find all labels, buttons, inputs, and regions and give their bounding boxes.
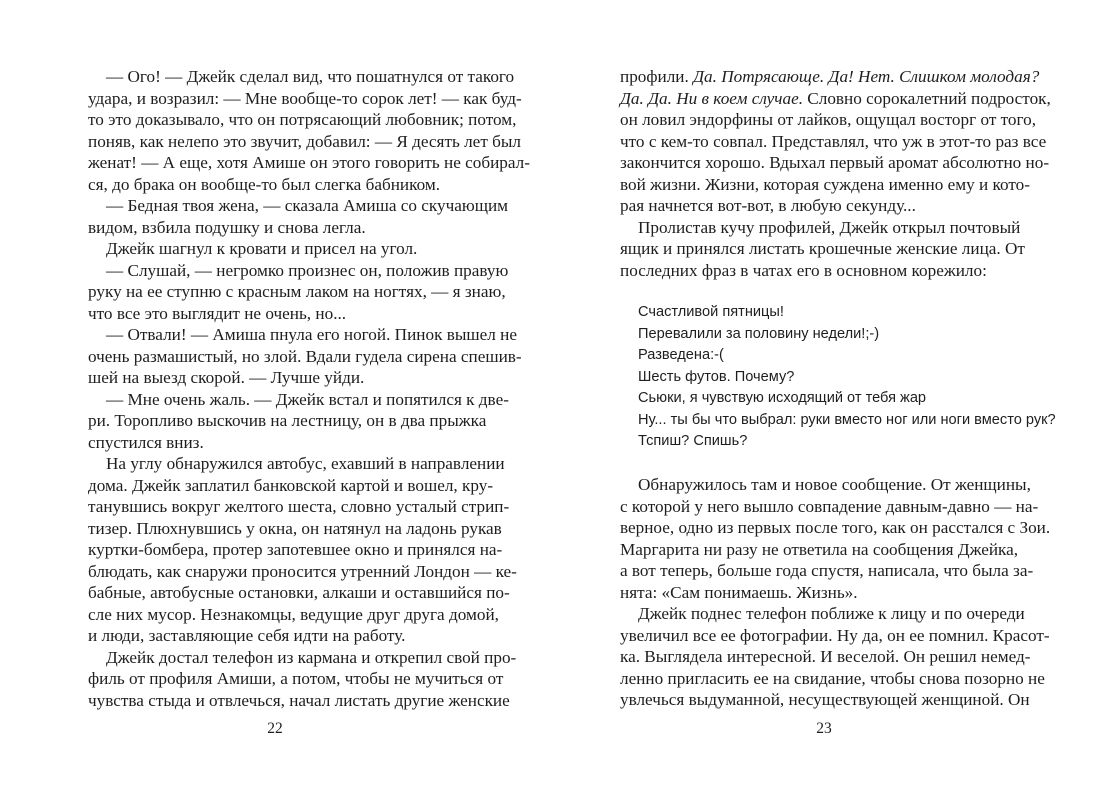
text-line: женат! — А еще, хотя Амише он этого говорить не собирал- xyxy=(88,153,530,172)
text-line: ящик и принялся листать крошечные женские лица. От xyxy=(620,239,1025,258)
chat-message: Тспиш? Спишь? xyxy=(638,433,748,449)
text-line: Джейк шагнул к кровати и присел на угол. xyxy=(106,239,418,258)
text-line xyxy=(620,66,1040,88)
text-line: ка. Выглядела интересной. И веселой. Он решил немед- xyxy=(620,647,1031,666)
chat-message: Сьюки, я чувствую исходящий от тебя жар xyxy=(638,390,927,406)
text-line: Пролистав кучу профилей, Джейк открыл почтовый xyxy=(638,217,1021,237)
text-line: спустился вниз. xyxy=(88,432,204,452)
chat-message: Разведена:-( xyxy=(638,347,724,363)
text-line: он ловил эндорфины от лайков, ощущал восторг от того, xyxy=(620,110,1037,129)
text-line: танувшись вокруг желтого шеста, словно усталый стрип- xyxy=(88,497,510,516)
text-line: Маргарита ни разу не ответила на сообщения Джейка, xyxy=(620,539,1019,559)
text-line: — Мне очень жаль. — Джейк встал и попятился к две- xyxy=(106,389,509,409)
text-line: что все это выглядит не очень, но... xyxy=(88,303,347,323)
text-line: сле них мусор. Незнакомцы, ведущие друг друга домой, xyxy=(88,604,499,624)
text-line: На углу обнаружился автобус, ехавший в направлении xyxy=(106,454,505,473)
text-run: Словно сорокалетний подросток, xyxy=(803,88,1051,108)
text-line: увеличил все ее фотографии. Ну да, он ее помнил. Красот- xyxy=(620,625,1050,645)
text-line: куртки-бомбера, протер запотевшее окно и принялся на- xyxy=(88,540,503,559)
text-line: шей на выезд скорой. — Лучше уйди. xyxy=(88,368,365,387)
text-line: Джейк достал телефон из кармана и открепил свой про- xyxy=(106,647,517,667)
page-number: 22 xyxy=(267,720,283,737)
text-line: видом, взбила подушку и снова легла. xyxy=(88,217,366,237)
text-line: с которой у него вышло совпадение давным-давно — на- xyxy=(620,496,1039,516)
text-line: тизер. Плюхнувшись у окна, он натянул на ладонь рукав xyxy=(88,518,502,538)
text-run: профили. xyxy=(620,67,694,86)
text-line: последних фраз в чатах его в основном корежило: xyxy=(620,260,987,280)
text-line: Обнаружилось там и новое сообщение. От женщины, xyxy=(638,475,1031,494)
text-line: удара, и возразил: — Мне вообще-то сорок лет! — как буд- xyxy=(88,88,522,108)
text-line: рая начнется вот-вот, в любую секунду... xyxy=(620,196,916,215)
text-line: вой жизни. Жизни, которая суждена именно ему и кото- xyxy=(620,174,1030,194)
text-line: а вот теперь, больше года спустя, написала, что была за- xyxy=(620,561,1034,580)
text-line: ленно пригласить ее на свидание, чтобы снова позорно не xyxy=(620,668,1045,688)
text-line: бабные, автобусные остановки, алкаши и оставшийся по- xyxy=(88,583,510,602)
text-line: блюдать, как снаружи проносится утренний Лондон — ке- xyxy=(88,561,517,581)
left-page-text xyxy=(88,66,530,711)
page-number: 23 xyxy=(816,720,832,737)
text-line: дома. Джейк заплатил банковской картой и вошел, кру- xyxy=(88,475,494,495)
chat-message: Перевалили за половину недели!;-) xyxy=(638,325,880,342)
text-line: нята: «Сам понимаешь. Жизнь». xyxy=(620,582,858,602)
right-page-text-bottom xyxy=(620,474,1051,711)
chat-message: Шесть футов. Почему? xyxy=(638,368,795,385)
text-line xyxy=(620,88,1051,110)
text-line: руку на ее ступню с красным лаком на ногтях, — я знаю, xyxy=(88,282,506,301)
italic-text-run: Да. Потрясающе. Да! Нет. Слишком молодая? xyxy=(693,67,1040,86)
text-line: ся, до брака он вообще-то был слегка бабником. xyxy=(88,174,441,194)
text-line: — Бедная твоя жена, — сказала Амиша со скучающим xyxy=(106,196,509,215)
text-line: чувства стыда и отвлечься, начал листать другие женские xyxy=(88,690,510,710)
text-line: филь от профиля Амиши, а потом, чтобы не мучиться от xyxy=(88,669,504,688)
text-line: — Ого! — Джейк сделал вид, что пошатнулся от такого xyxy=(106,67,515,86)
text-line: закончится хорошо. Вдыхал первый аромат абсолютно но- xyxy=(620,153,1050,172)
text-line: очень размашистый, но злой. Вдали гудела сирена спешив- xyxy=(88,346,522,366)
text-line: верное, одно из первых после того, как он расстался с Зои. xyxy=(620,518,1051,537)
text-line: то это доказывало, что он потрясающий любовник; потом, xyxy=(88,110,517,129)
text-line: и люди, заставляющие себя идти на работу. xyxy=(88,626,406,645)
text-line: поняв, как нелепо это звучит, добавил: — Я десять лет был xyxy=(88,131,521,151)
right-page-text-top xyxy=(620,66,1051,281)
chat-message: Ну... ты бы что выбрал: руки вместо ног или ноги вместо рук? xyxy=(638,411,1056,428)
text-line: — Отвали! — Амиша пнула его ногой. Пинок вышел не xyxy=(106,325,517,344)
chat-message: Счастливой пятницы! xyxy=(638,304,784,320)
chat-messages-list xyxy=(638,302,1058,453)
text-line: — Слушай, — негромко произнес он, положив правую xyxy=(106,260,509,280)
text-line: ри. Торопливо выскочив на лестницу, он в два прыжка xyxy=(88,411,487,430)
right-page xyxy=(550,0,1100,797)
italic-text-run: Да. Да. Ни в коем случае. xyxy=(620,88,803,108)
text-line: что с кем-то совпал. Представлял, что уж в этот-то раз все xyxy=(620,131,1047,151)
text-line: Джейк поднес телефон поближе к лицу и по очереди xyxy=(638,604,1025,623)
text-line: увлечься выдуманной, несуществующей женщиной. Он xyxy=(620,690,1030,709)
